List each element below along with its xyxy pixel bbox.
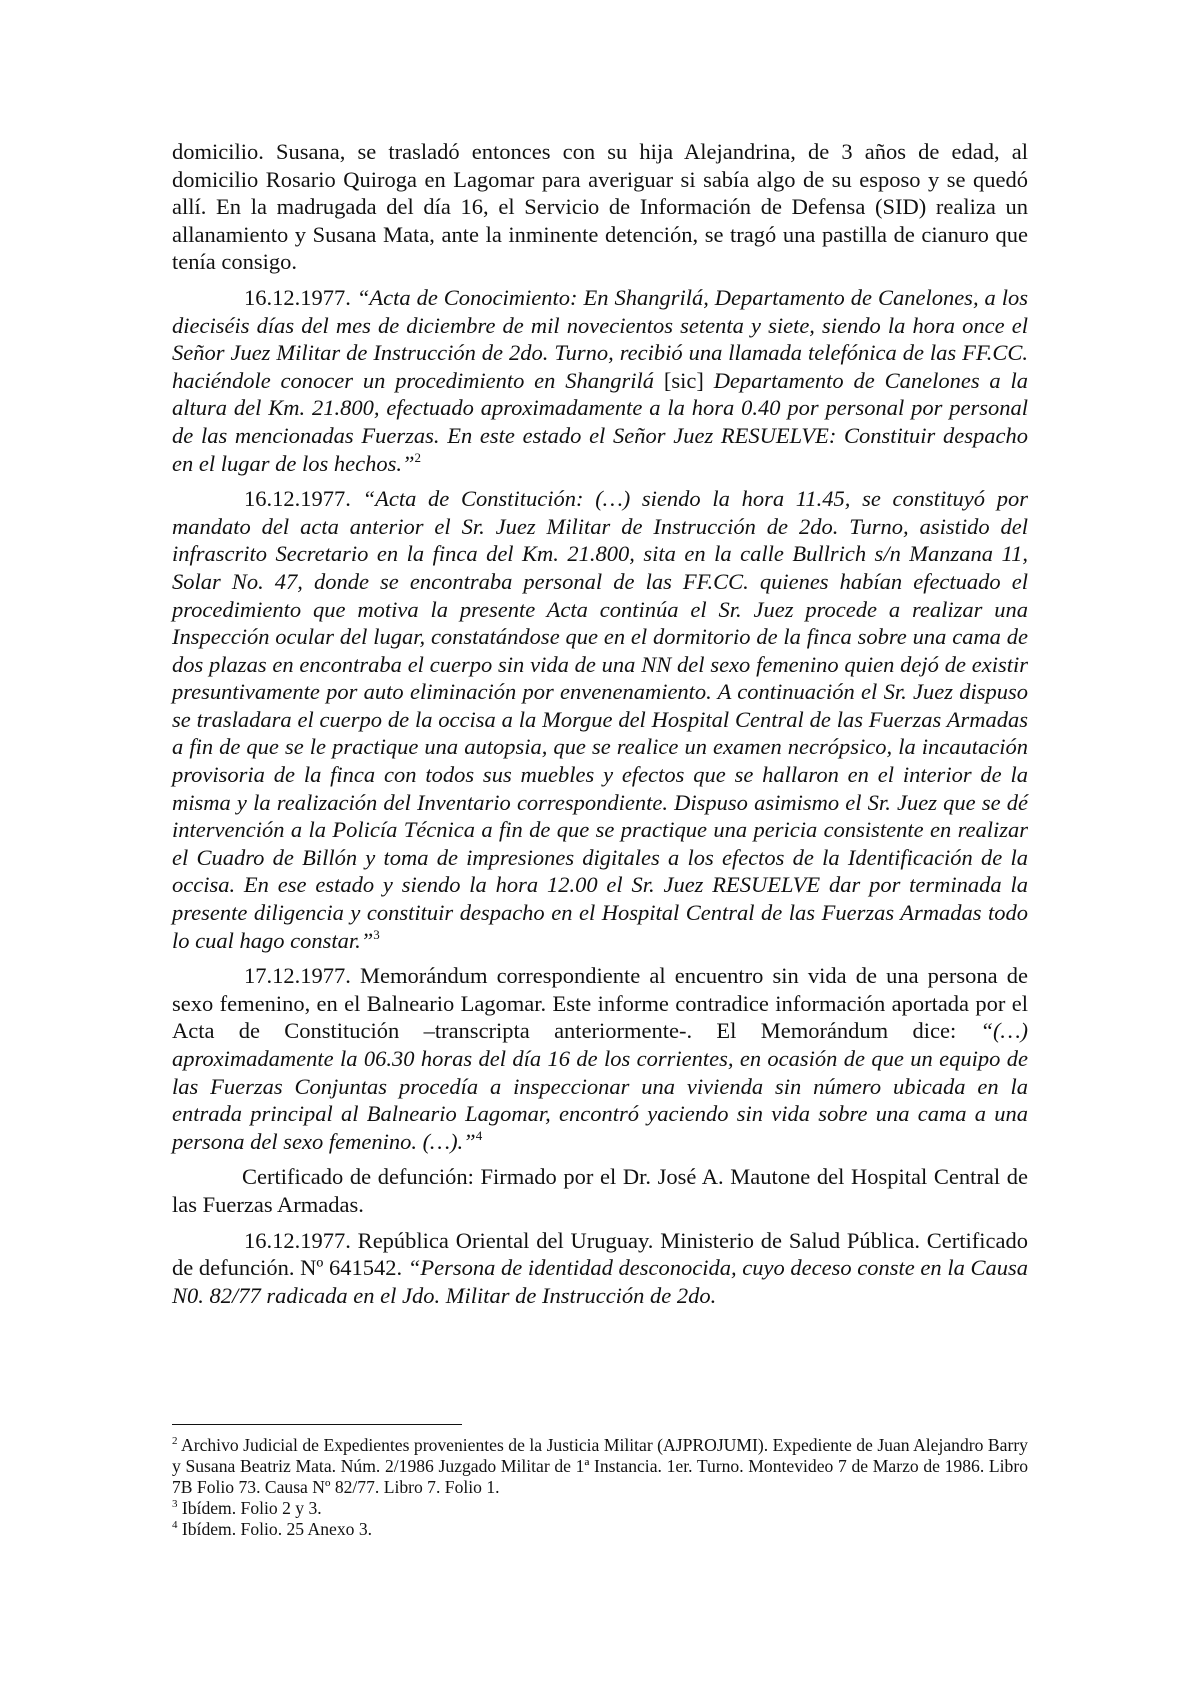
- sic-note: [sic]: [663, 367, 704, 393]
- footnote-divider: [172, 1424, 462, 1425]
- footnote-ref[interactable]: 3: [373, 926, 380, 942]
- paragraph-text: 16.12.1977. República Oriental del Uruguay. Ministerio de Salud Pública. Certificado de defunción. Nº 641542.: [172, 1227, 1028, 1281]
- paragraph-text: Certificado de defunción: Firmado por el Dr. José A. Mautone del Hospital Central de las Fuerzas Armadas.: [172, 1164, 1028, 1217]
- quote-text: “Acta de Constitución: (…) siendo la hora 11.45, se constituyó por mandato del acta anterior el Sr. Juez Militar de Instrucción de 2do. Turno, asistido del infrascrito Secretario en la finca del Km. 21.800, sita en la calle Bullrich s/n Manzana 11, Solar No. 47, donde se encontraba personal de las FF.CC. quienes habían efectuado el procedimiento que motiva la presente Acta continúa el Sr. Juez procede a realizar una Inspección ocular del lugar, constatándose que en el dormitorio de la finca sobre una cama de dos plazas en encontraba el cuerpo sin vida de una NN del sexo femenino quien dejó de existir presuntivamente por auto eliminación por envenenamiento. A continuación el Sr. Juez dispuso se trasladara el cuerpo de la occisa a la Morgue del Hospital Central de las Fuerzas Armadas a fin de que se le practique una autopsia, que se realice un examen necrópsico, la incautación provisoria de la finca con todos sus muebles y efectos que se hallaron en el interior de la misma y la realización del Inventario correspondiente. Dispuso asimismo el Sr. Juez que se dé intervención a la Policía Técnica a fin de que se practique una pericia consistente en realizar el Cuadro de Billón y toma de impresiones digitales a los efectos de la Identificación de la occisa. En ese estado y siendo la hora 12.00 el Sr. Juez RESUELVE dar por terminada la presente diligencia y constituir despacho en el Hospital Central de las Fuerzas Armadas todo lo cual hago constar.”: [172, 486, 1028, 953]
- quote-text: “Acta de Conocimiento: En Shangrilá, Departamento de Canelones, a los dieciséis días del mes de diciembre de mil novecientos setenta y siete, siendo la hora once el Señor Juez Militar de Instrucción de 2do. Turno, recibió una llamada telefónica de las FF.CC. haciéndole conocer un procedimiento en Shangrilá: [172, 284, 1029, 393]
- document-body: [172, 138, 1028, 1317]
- paragraph-ministerio: [172, 1227, 1028, 1310]
- footnote-ref[interactable]: 4: [475, 1127, 483, 1143]
- footnote-number: 3: [172, 1498, 178, 1510]
- footnote-text: Ibídem. Folio. 25 Anexo 3.: [181, 1519, 373, 1539]
- quote-text: Departamento de Canelones a la altura del Km. 21.800, efectuado aproximadamente a la hora 0.40 por personal por personal de las mencionadas Fuerzas. En este estado el Señor Juez RESUELVE: Constituir despacho en el lugar de los hechos.”: [172, 367, 1029, 476]
- footnote-item: [172, 1519, 1028, 1540]
- paragraph-text: domicilio. Susana, se trasladó entonces con su hija Alejandrina, de 3 años de edad, al domicilio Rosario Quiroga en Lagomar para averiguar si sabía algo de su esposo y se quedó allí. En la madrugada del día 16, el Servicio de Información de Defensa (SID) realiza un allanamiento y Susana Mata, ante la inminente detención, se tragó una pastilla de cianuro que tenía consigo.: [172, 139, 1028, 275]
- footnote-number: 2: [172, 1435, 178, 1447]
- quote-text: “Persona de identidad desconocida, cuyo deceso conste en la Causa N0. 82/77 radicada en el Jdo. Militar de Instrucción de 2do.: [172, 1255, 1029, 1308]
- footnote-text: Ibídem. Folio 2 y 3.: [181, 1498, 322, 1518]
- paragraph-allanamiento: [172, 138, 1028, 276]
- paragraph-memorandum: [172, 962, 1028, 1155]
- entry-date: 16.12.1977.: [244, 486, 351, 512]
- footnote-text: Archivo Judicial de Expedientes provenientes de la Justicia Militar (AJPROJUMI). Expediente de Juan Alejandro Barry y Susana Beatriz Mata. Núm. 2/1986 Juzgado Militar de 1ª Instancia. 1er. Turno. Montevideo 7 de Marzo de 1986. Libro 7B Folio 73. Causa Nº 82/77. Libro 7. Folio 1.: [172, 1435, 1028, 1497]
- paragraph-acta-conocimiento: [172, 284, 1028, 477]
- paragraph-text: 17.12.1977. Memorándum correspondiente al encuentro sin vida de una persona de sexo femenino, en el Balneario Lagomar. Este informe contradice información aportada por el Acta de Constitución –transcripta anteriormente-. El Memorándum dice:: [172, 963, 1028, 1044]
- footnote-number: 4: [172, 1519, 178, 1531]
- entry-date: 16.12.1977.: [244, 284, 351, 310]
- footnotes-section: [172, 1424, 1028, 1540]
- quote-text: “(…) aproximadamente la 06.30 horas del día 16 de los corrientes, en ocasión de que un equipo de las Fuerzas Conjuntas procedía a inspeccionar una vivienda sin número ubicada en la entrada principal al Balneario Lagomar, encontró yaciendo sin vida sobre una cama a una persona del sexo femenino. (…).”: [172, 1018, 1029, 1154]
- footnote-item: [172, 1498, 1028, 1519]
- footnote-ref[interactable]: 2: [414, 449, 421, 465]
- paragraph-acta-constitucion: [172, 485, 1028, 954]
- paragraph-certificado: [172, 1163, 1028, 1218]
- footnote-item: [172, 1435, 1028, 1498]
